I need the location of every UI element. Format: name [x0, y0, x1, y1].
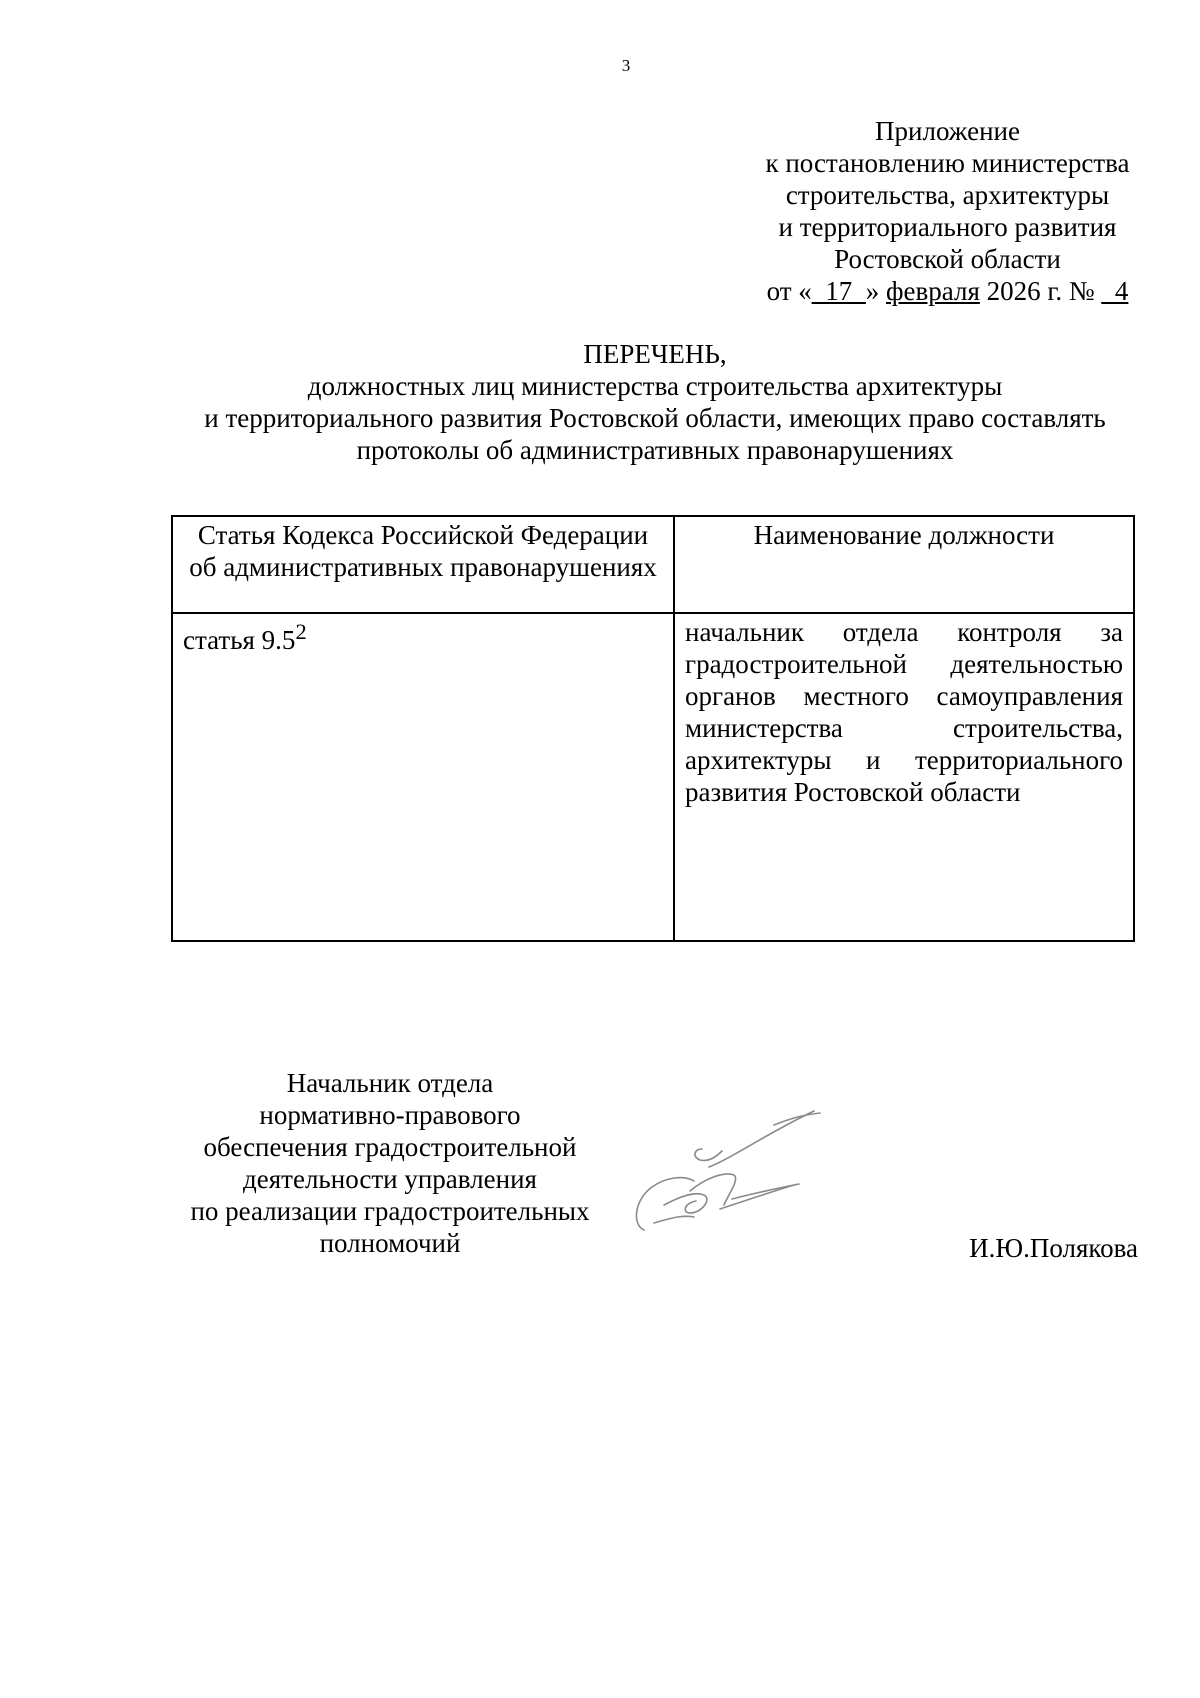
date-prefix: от «	[766, 276, 812, 306]
decree-date-line	[720, 275, 1175, 307]
position-cell: начальник отдела контроля за градостроительной деятельностью органов местного самоуправления министерства строительства, архитектуры и территориального развития Ростовской области	[674, 613, 1134, 941]
page-number: 3	[621, 56, 631, 75]
signatory-title-line: обеспечения градостроительной	[203, 1132, 577, 1162]
decree-day: _17_	[811, 276, 866, 306]
heading-title: ПЕРЕЧЕНЬ,	[583, 339, 727, 369]
signatory-title-line: нормативно-правового	[259, 1100, 521, 1130]
decree-number: _4	[1101, 276, 1129, 306]
signatory-title-line: по реализации градостроительных	[190, 1196, 590, 1226]
appendix-line: и территориального развития	[778, 212, 1117, 242]
signer-name: И.Ю.Полякова	[969, 1233, 1138, 1263]
decree-month: февраля	[886, 276, 980, 306]
appendix-line: к постановлению министерства	[765, 148, 1130, 178]
date-suffix: 2026 г. №	[979, 276, 1102, 306]
article-superscript: 2	[295, 619, 307, 644]
handwritten-signature	[624, 1105, 849, 1245]
signatory-title	[160, 1067, 620, 1259]
appendix-line: строительства, архитектуры	[785, 180, 1110, 210]
appendix-title: Приложение	[875, 116, 1020, 146]
heading-line: протоколы об административных правонарушениях	[356, 435, 954, 465]
appendix-header	[720, 115, 1175, 307]
table-row	[172, 613, 1134, 941]
signatory-title-line: деятельности управления	[243, 1164, 537, 1194]
date-mid: »	[865, 276, 887, 306]
signatory-title-line: полномочий	[319, 1228, 461, 1258]
article-text: статья 9.5	[183, 625, 296, 655]
positions-table	[171, 515, 1135, 942]
heading-line: и территориального развития Ростовской области, имеющих право составлять	[204, 403, 1106, 433]
signatory-title-line: Начальник отдела	[286, 1068, 494, 1098]
table-header-row	[172, 516, 1134, 613]
appendix-line: Ростовской области	[834, 244, 1061, 274]
column-header-article: Статья Кодекса Российской Федерации об административных правонарушениях	[172, 516, 674, 613]
heading-line: должностных лиц министерства строительства архитектуры	[307, 371, 1003, 401]
column-header-position: Наименование должности	[674, 516, 1134, 613]
article-cell	[172, 613, 674, 941]
document-heading	[160, 338, 1150, 466]
